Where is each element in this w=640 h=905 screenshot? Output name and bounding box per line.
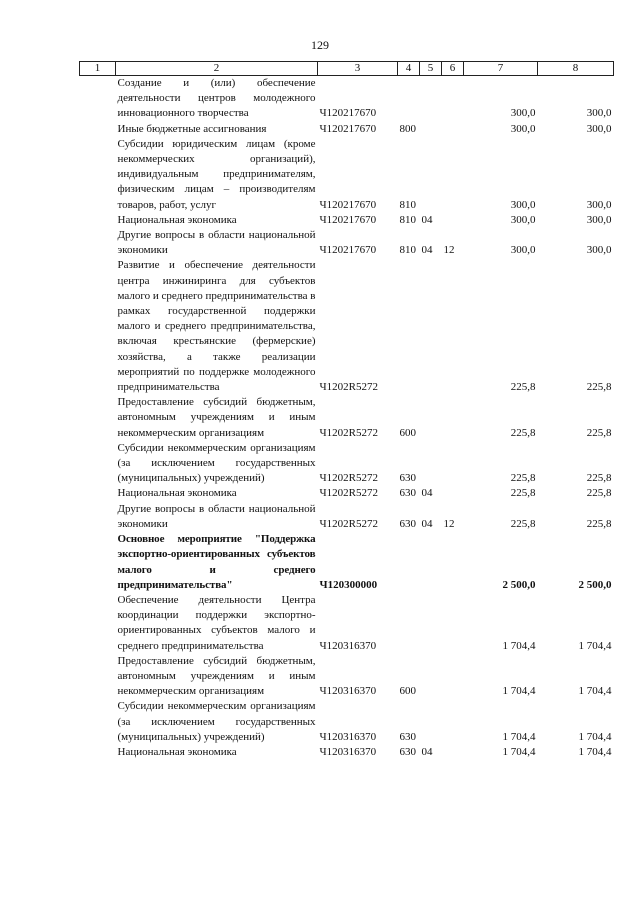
row-amount-year1: 225,8 — [510, 517, 536, 530]
row-amount-year1: 1 704,4 — [502, 730, 536, 743]
row-name: Субсидии некоммерческим организациям (за исключением государственных (муниципальных) учреждений) — [117, 441, 316, 485]
row-spacer — [80, 745, 116, 760]
row-spacer — [80, 486, 116, 501]
row-subsection — [442, 395, 464, 441]
row-spacer — [80, 228, 116, 258]
row-subsection — [442, 699, 464, 745]
row-amount-year2: 300,0 — [586, 107, 612, 120]
row-spacer — [80, 502, 116, 532]
row-amount-year2: 2 500,0 — [578, 578, 612, 591]
row-subsection — [442, 122, 464, 137]
row-amount-year2: 300,0 — [586, 198, 612, 211]
row-amount-year2: 300,0 — [586, 244, 612, 257]
row-code: Ч120316370 — [319, 730, 377, 743]
row-amount-year1: 300,0 — [510, 244, 536, 257]
row-name: Субсидии некоммерческим организациям (за исключением государственных (муниципальных) учреждений) — [117, 700, 316, 743]
row-amount-year2: 225,8 — [586, 381, 612, 394]
row-name: Основное мероприятие "Поддержка экспортно-ориентированных субъектов малого и среднего предпринимательства" — [117, 533, 316, 591]
column-header: 4 — [398, 62, 420, 76]
row-code: Ч120217670 — [319, 244, 377, 257]
row-amount-year1: 1 704,4 — [502, 639, 536, 652]
row-subsection — [442, 76, 464, 122]
column-header: 6 — [442, 62, 464, 76]
page-number: 129 — [311, 38, 329, 52]
row-amount-year1: 300,0 — [510, 213, 536, 226]
row-name: Обеспечение деятельности Центра координации поддержки экспортно-ориентированных субъектов малого и среднего предпринимательства — [117, 593, 316, 652]
table-row — [80, 395, 614, 441]
row-section: 04 — [421, 745, 433, 758]
row-amount-year2: 300,0 — [586, 122, 612, 135]
row-amount-year2: 1 704,4 — [578, 639, 612, 652]
row-code: Ч1202R5272 — [319, 381, 378, 394]
column-header: 7 — [464, 62, 538, 76]
row-amount-year1: 1 704,4 — [502, 745, 536, 758]
row-subsection — [442, 532, 464, 593]
row-name: Развитие и обеспечение деятельности центра инжиниринга для субъектов малого и среднего предпринимательства в рамках государственной поддержки малого и среднего предпринимательства, включая крестьянские (фермерские) хозяйства, а также реализации мероприятий по поддержке молодежного предпринимательства — [117, 259, 316, 394]
row-name: Национальная экономика — [117, 213, 237, 226]
table-row — [80, 441, 614, 487]
row-amount-year2: 1 704,4 — [578, 730, 612, 743]
row-name: Национальная экономика — [117, 487, 237, 500]
column-header: 3 — [318, 62, 398, 76]
row-expense-type — [398, 593, 420, 654]
row-amount-year1: 225,8 — [510, 487, 536, 500]
row-section: 04 — [421, 244, 433, 257]
row-expense-type: 810 — [399, 244, 416, 257]
column-header: 1 — [80, 62, 116, 76]
row-section — [420, 258, 442, 395]
row-section — [420, 395, 442, 441]
row-name: Другие вопросы в области национальной экономики — [117, 229, 316, 257]
row-subsection — [442, 213, 464, 228]
row-section — [420, 122, 442, 137]
row-expense-type — [398, 258, 420, 395]
row-code: Ч120217670 — [319, 107, 377, 120]
row-section — [420, 654, 442, 700]
row-amount-year2: 1 704,4 — [578, 685, 612, 698]
row-code: Ч120316370 — [319, 745, 377, 758]
table-row — [80, 228, 614, 258]
row-spacer — [80, 122, 116, 137]
row-expense-type: 630 — [399, 745, 416, 758]
row-spacer — [80, 593, 116, 654]
row-code: Ч120217670 — [319, 122, 377, 135]
row-expense-type: 630 — [399, 487, 416, 500]
row-code: Ч1202R5272 — [319, 472, 378, 485]
column-header: 5 — [420, 62, 442, 76]
row-subsection: 12 — [443, 244, 455, 257]
row-section — [420, 137, 442, 213]
row-amount-year1: 225,8 — [510, 381, 536, 394]
column-header: 2 — [116, 62, 318, 76]
row-expense-type: 810 — [399, 198, 416, 211]
row-code: Ч120316370 — [319, 685, 377, 698]
row-section: 04 — [421, 487, 433, 500]
table-header-row — [80, 62, 614, 76]
table-row — [80, 137, 614, 213]
row-spacer — [80, 654, 116, 700]
table-row — [80, 532, 614, 593]
row-amount-year1: 225,8 — [510, 472, 536, 485]
row-expense-type: 800 — [399, 122, 416, 135]
row-expense-type: 600 — [399, 685, 416, 698]
row-spacer — [80, 699, 116, 745]
row-name: Создание и (или) обеспечение деятельности центров молодежного инновационного творчества — [117, 77, 316, 120]
row-code: Ч120300000 — [319, 578, 378, 591]
row-section — [420, 441, 442, 487]
row-subsection — [442, 654, 464, 700]
row-code: Ч120316370 — [319, 639, 377, 652]
row-expense-type — [398, 76, 420, 122]
row-amount-year2: 225,8 — [586, 426, 612, 439]
row-code: Ч120217670 — [319, 213, 377, 226]
row-expense-type — [398, 532, 420, 593]
table-row — [80, 745, 614, 760]
row-amount-year2: 225,8 — [586, 487, 612, 500]
row-expense-type: 600 — [399, 426, 416, 439]
table-row — [80, 258, 614, 395]
row-subsection — [442, 486, 464, 501]
table-row — [80, 213, 614, 228]
row-section — [420, 593, 442, 654]
row-section: 04 — [421, 213, 433, 226]
row-subsection — [442, 745, 464, 760]
row-amount-year1: 1 704,4 — [502, 685, 536, 698]
row-name: Национальная экономика — [117, 745, 237, 758]
row-subsection — [442, 258, 464, 395]
table-row — [80, 593, 614, 654]
row-amount-year1: 2 500,0 — [502, 578, 536, 591]
row-name: Субсидии юридическим лицам (кроме некоммерческих организаций), индивидуальным предпринимателям, физическим лицам – производителям товаров, работ, услуг — [117, 137, 316, 211]
row-amount-year2: 300,0 — [586, 213, 612, 226]
row-amount-year1: 300,0 — [510, 122, 536, 135]
row-subsection — [442, 593, 464, 654]
column-header: 8 — [538, 62, 614, 76]
row-subsection — [442, 137, 464, 213]
table-row — [80, 122, 614, 137]
row-amount-year2: 225,8 — [586, 517, 612, 530]
row-section — [420, 699, 442, 745]
row-expense-type: 630 — [399, 730, 416, 743]
table-row — [80, 654, 614, 700]
row-subsection: 12 — [443, 517, 455, 530]
row-code: Ч1202R5272 — [319, 426, 378, 439]
row-code: Ч1202R5272 — [319, 517, 378, 530]
row-expense-type: 630 — [399, 472, 416, 485]
row-amount-year2: 1 704,4 — [578, 745, 612, 758]
row-spacer — [80, 441, 116, 487]
row-section — [420, 532, 442, 593]
table-row — [80, 76, 614, 122]
row-section — [420, 76, 442, 122]
row-spacer — [80, 532, 116, 593]
row-amount-year1: 300,0 — [510, 107, 536, 120]
row-amount-year2: 225,8 — [586, 472, 612, 485]
row-amount-year1: 225,8 — [510, 426, 536, 439]
row-expense-type: 810 — [399, 213, 416, 226]
row-subsection — [442, 441, 464, 487]
row-spacer — [80, 258, 116, 395]
row-spacer — [80, 137, 116, 213]
table-row — [80, 699, 614, 745]
row-section: 04 — [421, 517, 433, 530]
row-expense-type: 630 — [399, 517, 416, 530]
row-name: Предоставление субсидий бюджетным, автономным учреждениям и иным некоммерческим организациям — [117, 654, 316, 698]
row-code: Ч120217670 — [319, 198, 377, 211]
row-code: Ч1202R5272 — [319, 487, 378, 500]
row-spacer — [80, 76, 116, 122]
row-amount-year1: 300,0 — [510, 198, 536, 211]
row-name: Иные бюджетные ассигнования — [117, 122, 267, 135]
row-name: Предоставление субсидий бюджетным, автономным учреждениям и иным некоммерческим организациям — [117, 396, 316, 439]
budget-table — [79, 61, 614, 760]
row-spacer — [80, 395, 116, 441]
table-row — [80, 486, 614, 501]
row-spacer — [80, 213, 116, 228]
table-row — [80, 502, 614, 532]
row-name: Другие вопросы в области национальной экономики — [117, 502, 316, 530]
